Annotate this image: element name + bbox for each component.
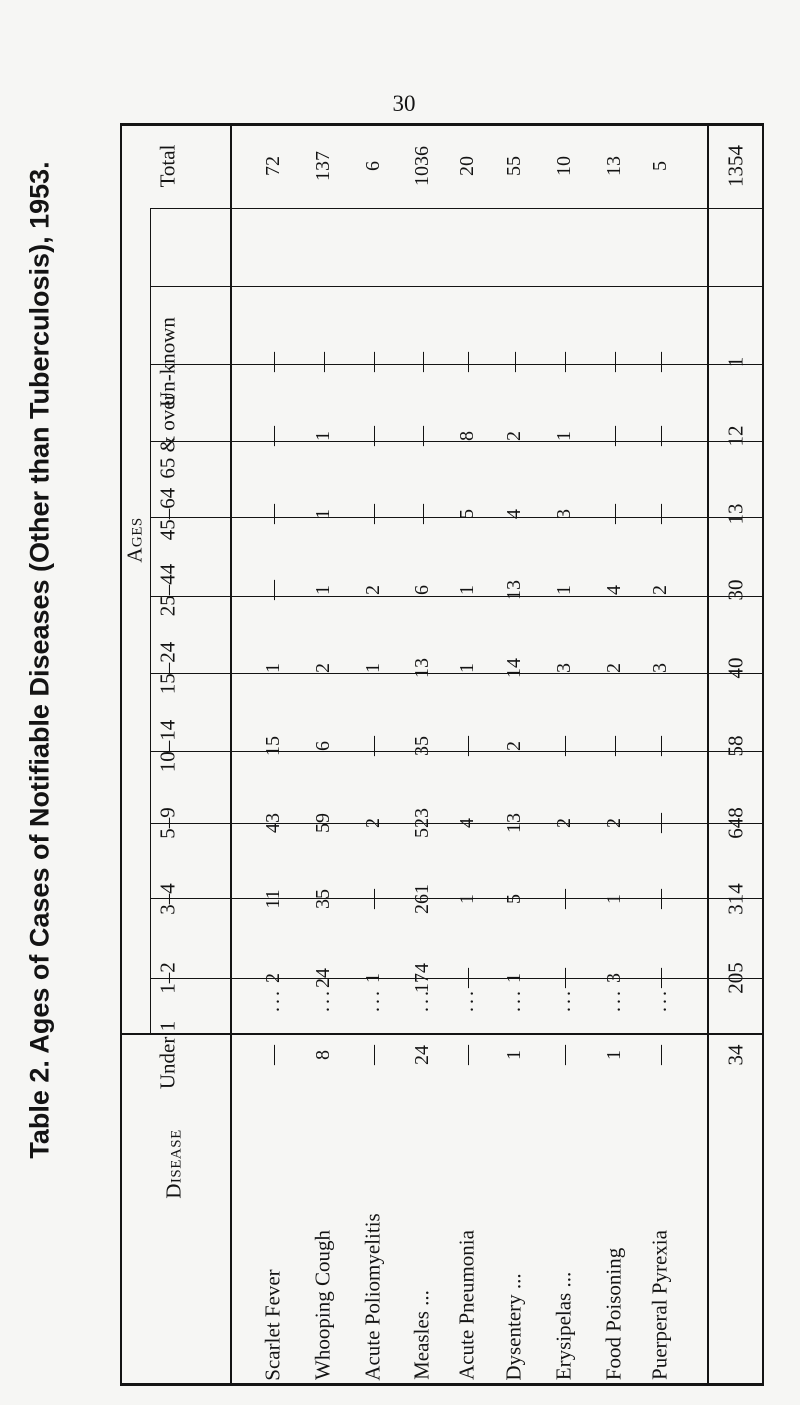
frame-bottom-rule: [120, 1383, 764, 1386]
value-cell: 1: [456, 894, 478, 904]
value-cell: 523: [411, 808, 433, 838]
value-cell: —: [456, 968, 478, 988]
value-cell: —: [603, 504, 625, 524]
disease-name: Scarlet Fever: [260, 1268, 285, 1381]
column-total-cell: 314: [723, 883, 748, 915]
leader-dots: ...: [312, 988, 334, 1012]
value-cell: 8: [456, 431, 478, 441]
column-divider: [150, 673, 763, 674]
age-column-header-under-1: Under 1: [155, 1020, 180, 1090]
leader-dots: ...: [553, 988, 575, 1012]
column-total-cell: 1: [723, 356, 748, 368]
value-cell: —: [553, 968, 575, 988]
value-cell: 2: [362, 585, 384, 595]
disease-name: Food Poisoning: [601, 1247, 626, 1381]
value-cell: 1: [456, 585, 478, 595]
ages-group-header: Ages: [122, 517, 147, 563]
header-divider: [230, 123, 232, 1386]
value-cell: 13: [411, 658, 433, 678]
value-cell: —: [456, 352, 478, 372]
age-column-header-1-2: 1–2: [155, 962, 180, 994]
value-cell: 1: [312, 509, 334, 519]
value-cell: 2: [603, 663, 625, 673]
disease-name: Acute Pneumonia: [454, 1230, 479, 1380]
value-cell: —: [553, 1045, 575, 1065]
value-cell: —: [362, 889, 384, 909]
value-cell: —: [603, 736, 625, 756]
ages-bracket-line: [150, 208, 151, 1033]
column-divider: [150, 596, 763, 597]
value-cell: —: [262, 352, 284, 372]
value-cell: 3: [553, 663, 575, 673]
row-total-cell: 55: [503, 156, 525, 176]
disease-name: Puerperal Pyrexia: [647, 1230, 672, 1380]
value-cell: 1: [312, 431, 334, 441]
value-cell: 1: [603, 1050, 625, 1060]
grand-total: 1354: [723, 145, 748, 187]
value-cell: 4: [603, 585, 625, 595]
value-cell: 5: [503, 894, 525, 904]
column-total-cell: 205: [723, 962, 748, 994]
frame-right-rule: [762, 123, 764, 1386]
value-cell: —: [262, 426, 284, 446]
value-cell: 2: [262, 973, 284, 983]
value-cell: 1: [503, 973, 525, 983]
age-column-header-un-known: Un-known: [155, 317, 180, 407]
value-cell: 3: [649, 663, 671, 673]
value-cell: 1: [503, 1050, 525, 1060]
value-cell: —: [262, 580, 284, 600]
disease-name: Acute Poliomyelitis: [360, 1212, 385, 1381]
age-column-header-3-4: 3–4: [155, 883, 180, 915]
age-column-header-15-24: 15–24: [155, 641, 180, 695]
column-total-cell: 58: [723, 735, 748, 757]
value-cell: 15: [262, 736, 284, 756]
value-cell: 8: [312, 1050, 334, 1060]
disease-name: Measles ...: [409, 1290, 434, 1380]
value-cell: —: [553, 889, 575, 909]
row-total-cell: 1036: [411, 146, 433, 186]
row-total-cell: 5: [649, 161, 671, 171]
value-cell: 6: [312, 741, 334, 751]
row-total-cell: 137: [312, 151, 334, 181]
frame-left-rule: [120, 123, 122, 1386]
value-cell: —: [503, 352, 525, 372]
value-cell: —: [553, 736, 575, 756]
row-total-cell: 6: [362, 161, 384, 171]
value-cell: 11: [262, 889, 284, 909]
value-cell: 1: [456, 663, 478, 673]
leader-dots: ...: [262, 988, 284, 1012]
value-cell: 3: [603, 973, 625, 983]
value-cell: 1: [312, 585, 334, 595]
leader-dots: ...: [411, 988, 433, 1012]
value-cell: 2: [553, 818, 575, 828]
disease-divider: [120, 1033, 764, 1035]
value-cell: 5: [456, 509, 478, 519]
disease-name: Erysipelas ...: [551, 1271, 576, 1381]
value-cell: 1: [262, 663, 284, 673]
row-total-cell: 13: [603, 156, 625, 176]
age-column-header-25-44: 25–44: [155, 563, 180, 617]
value-cell: 6: [411, 585, 433, 595]
value-cell: —: [362, 504, 384, 524]
age-column-header-total: Total: [155, 144, 180, 188]
value-cell: 24: [411, 1045, 433, 1065]
value-cell: —: [262, 1045, 284, 1065]
column-divider: [150, 441, 763, 442]
value-cell: 59: [312, 813, 334, 833]
value-cell: —: [411, 352, 433, 372]
value-cell: —: [362, 1045, 384, 1065]
value-cell: 2: [503, 741, 525, 751]
value-cell: 2: [312, 663, 334, 673]
age-column-header-45-64: 45–64: [155, 487, 180, 541]
column-total-cell: 13: [723, 503, 748, 525]
column-divider: [150, 286, 763, 287]
value-cell: 1: [553, 585, 575, 595]
value-cell: 1: [362, 973, 384, 983]
value-cell: —: [649, 968, 671, 988]
totals-divider: [707, 123, 709, 1386]
value-cell: 4: [503, 509, 525, 519]
table-caption: Table 2. Ages of Cases of Notifiable Diseases (Other than Tuberculosis), 1953.: [24, 161, 55, 1159]
value-cell: 2: [649, 585, 671, 595]
value-cell: 174: [411, 963, 433, 993]
page-number: 30: [392, 91, 416, 116]
leader-dots: ...: [362, 988, 384, 1012]
leader-dots: ...: [603, 988, 625, 1012]
value-cell: —: [649, 352, 671, 372]
column-total-cell: 40: [723, 657, 748, 679]
column-total-cell: 34: [723, 1044, 748, 1066]
value-cell: 2: [503, 431, 525, 441]
value-cell: —: [411, 426, 433, 446]
value-cell: —: [603, 426, 625, 446]
value-cell: —: [649, 813, 671, 833]
value-cell: —: [649, 736, 671, 756]
value-cell: —: [649, 426, 671, 446]
value-cell: 24: [312, 968, 334, 988]
value-cell: 35: [411, 736, 433, 756]
value-cell: —: [603, 352, 625, 372]
value-cell: —: [362, 736, 384, 756]
disease-name: Whooping Cough: [310, 1230, 335, 1380]
value-cell: —: [312, 352, 334, 372]
leader-dots: ...: [503, 988, 525, 1012]
disease-name: Dysentery ...: [501, 1272, 526, 1381]
value-cell: 43: [262, 813, 284, 833]
value-cell: 1: [603, 894, 625, 904]
column-total-cell: 648: [723, 807, 748, 839]
age-column-header-65-over: 65 & over: [155, 393, 180, 479]
value-cell: 2: [603, 818, 625, 828]
age-column-header-5-9: 5–9: [155, 807, 180, 839]
value-cell: —: [649, 504, 671, 524]
value-cell: 35: [312, 889, 334, 909]
value-cell: —: [456, 736, 478, 756]
value-cell: 4: [456, 818, 478, 828]
row-total-cell: 20: [456, 156, 478, 176]
value-cell: —: [649, 889, 671, 909]
column-total-cell: 12: [723, 425, 748, 447]
value-cell: 261: [411, 884, 433, 914]
disease-column-header: Disease: [161, 1129, 186, 1199]
value-cell: —: [553, 352, 575, 372]
column-total-cell: 30: [723, 579, 748, 601]
column-divider: [150, 208, 763, 209]
value-cell: —: [649, 1045, 671, 1065]
value-cell: —: [262, 504, 284, 524]
value-cell: 1: [362, 663, 384, 673]
leader-dots: ...: [649, 988, 671, 1012]
leader-dots: ...: [456, 988, 478, 1012]
value-cell: —: [411, 504, 433, 524]
value-cell: —: [362, 352, 384, 372]
frame-top-rule: [120, 123, 764, 126]
row-total-cell: 10: [553, 156, 575, 176]
value-cell: —: [456, 1045, 478, 1065]
age-column-header-10-14: 10–14: [155, 719, 180, 773]
value-cell: 2: [362, 818, 384, 828]
value-cell: 13: [503, 580, 525, 600]
row-total-cell: 72: [262, 156, 284, 176]
value-cell: 13: [503, 813, 525, 833]
value-cell: 14: [503, 658, 525, 678]
value-cell: 3: [553, 509, 575, 519]
value-cell: 1: [553, 431, 575, 441]
value-cell: —: [362, 426, 384, 446]
